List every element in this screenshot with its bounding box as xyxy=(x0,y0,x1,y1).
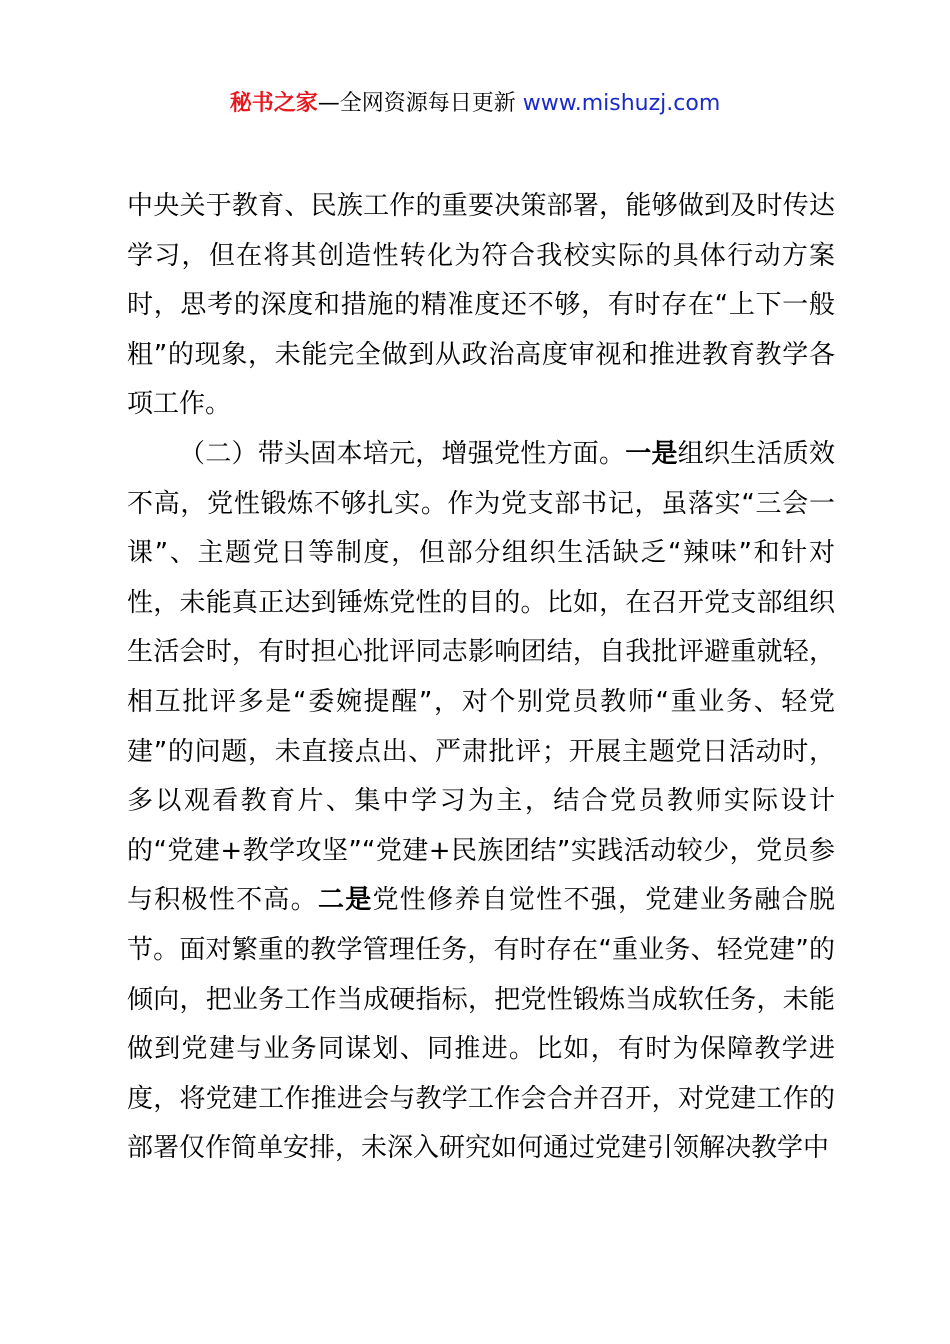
point-one-text: 组织生活质效不高，党性锻炼不够扎实。作为党支部书记，虽落实“三会一课”、主题党日等制度，但部分组织生活缺乏“辣味”和针对性，未能真正达到锤炼党性的目的。比如，在召开党支部组织生活会时，有时担心批评同志影响团结，自我批评避重就轻，相互批评多是“委婉提醒”，对个别党员教师“重业务、轻党建”的问题，未直接点出、严肃批评；开展主题党日活动时，多以观看教育片、集中学习为主，结合党员教师实际设计的“党建+教学攻坚”“党建+民族团结”实践活动较少，党员参与积极性不高。 xyxy=(127,438,835,916)
site-tagline: —全网资源每日更新 xyxy=(317,91,523,116)
site-url-link[interactable]: www.mishuzj.com xyxy=(522,91,721,116)
point-two-text: 党性修养自觉性不强，党建业务融合脱节。面对繁重的教学管理任务，有时存在“重业务、轻党建”的倾向，把业务工作当成硬指标，把党性锻炼当成软任务，未能做到党建与业务同谋划、同推进。比如，有时为保障教学进度，将党建工作推进会与教学工作会合并召开，对党建工作的部署仅作简单安排，未深入研究如何通过党建引领解决教学中 xyxy=(127,885,835,1164)
point-one-label: 一是 xyxy=(625,438,678,469)
site-header xyxy=(0,88,950,120)
site-brand: 秘书之家 xyxy=(229,91,318,116)
section-heading: （二）带头固本培元，增强党性方面。 xyxy=(179,438,626,469)
point-two-label: 二是 xyxy=(317,885,373,916)
paragraph-1: 中央关于教育、民族工作的重要决策部署，能够做到及时传达学习，但在将其创造性转化为符合我校实际的具体行动方案时，思考的深度和措施的精准度还不够，有时存在“上下一般粗”的现象，未能完全做到从政治高度审视和推进教育教学各项工作。 xyxy=(127,191,835,420)
paragraph-2 xyxy=(127,430,835,1174)
document-body xyxy=(127,182,835,1174)
